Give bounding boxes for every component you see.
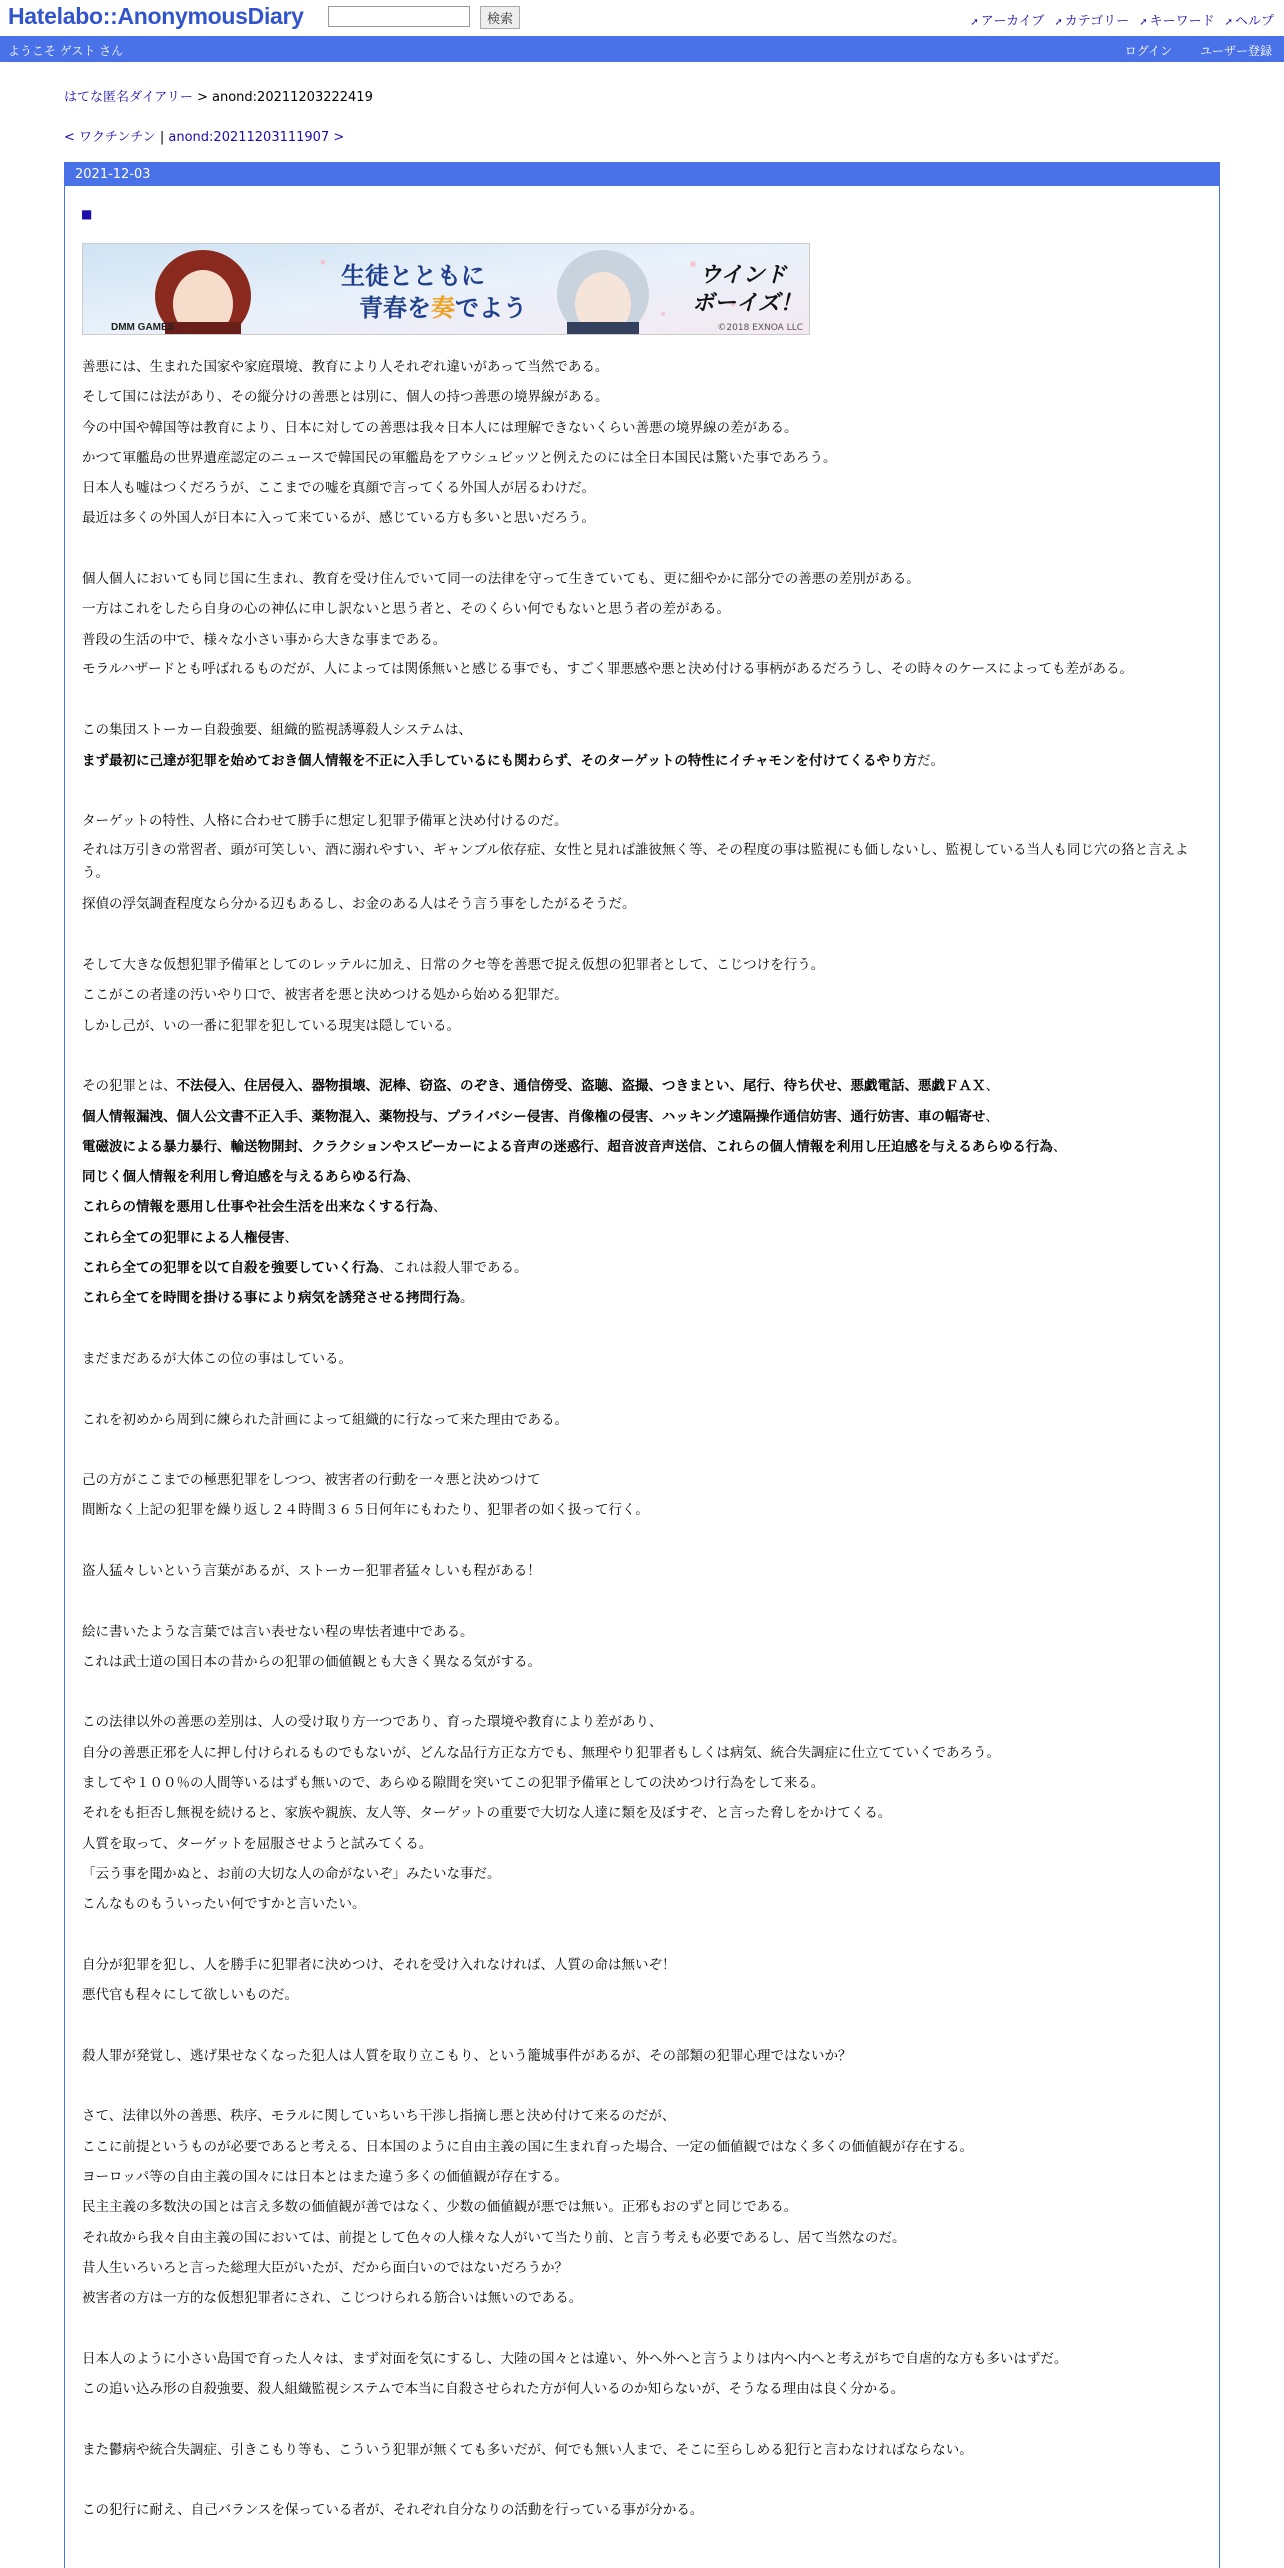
paragraph: 自分が犯罪を犯し、人を勝手に犯罪者に決めつけ、それを受け入れなければ、人質の命は無いぞ！ [82, 1956, 676, 1973]
day-nav-separator: | [155, 130, 169, 145]
breadcrumb-separator: > [192, 90, 213, 105]
punctuation: 、 [284, 1229, 298, 1246]
entry-date: 2021-12-03 [75, 167, 151, 182]
ad-headline-1: 生徒とともに [341, 262, 485, 290]
paragraph: これを初めから周到に練られた計画によって組織的に行なって来た理由である。 [82, 1411, 568, 1428]
emphasis: 不法侵入、住居侵入、器物損壊、泥棒、窃盗、のぞき、通信傍受、盗聴、盗撮、つきまとい、尾行、待ち伏せ、悪戯電話、悪戯ＦＡＸ [176, 1078, 986, 1095]
site-logo[interactable]: Hatelabo::AnonymousDiary [8, 3, 304, 29]
emphasis: 個人情報漏洩、個人公文書不正入手、薬物混入、薬物投与、プライバシー侵害、肖像権の侵害、ハッキング遠隔操作通信妨害、通行妨害、車の幅寄せ [82, 1108, 986, 1125]
paragraph: この追い込み形の自殺強要、殺人組織監視システムで本当に自殺させられた方が何人いるのか知らないが、そうなる理由は良く分かる。 [82, 2381, 905, 2397]
ad-headline-2c: でよう [455, 294, 527, 322]
nav-keyword[interactable] [1139, 10, 1214, 29]
nav-help-link[interactable]: ヘルプ [1234, 14, 1274, 29]
search-input[interactable] [328, 6, 470, 27]
paragraph: かつて軍艦島の世界遺産認定のニュースで韓国民の軍艦島をアウシュビッツと例えたのには全日本国民は驚いた事であろう。 [82, 449, 837, 466]
day-nav [64, 126, 344, 145]
paragraph: この法律以外の善悪の差別は、人の受け取り方一つであり、育った環境や教育により差があり、 [82, 1714, 663, 1731]
paragraph: モラルハザードとも呼ばれるものだが、人によっては関係無いと感じる事でも、すごく罪悪感や悪と決め付ける事柄があるだろうし、その時々のケースによっても差がある。 [82, 660, 1133, 677]
emphasis: これら全ての犯罪による人権侵害 [82, 1229, 285, 1246]
paragraph: 間断なく上記の犯罪を繰り返し２４時間３６５日何年にもわたり、犯罪者の如く扱って行く。 [82, 1502, 649, 1519]
punctuation: 、 [985, 1078, 1000, 1095]
paragraph [82, 1071, 1208, 1101]
ad-headline-2a: 青春を [359, 294, 431, 322]
paragraph [82, 746, 1208, 776]
paragraph [82, 1223, 1208, 1253]
emphasis: これらの情報を悪用し仕事や社会生活を出来なくする行為 [82, 1199, 433, 1216]
paragraph: 一方はこれをしたら自身の心の神仏に申し訳ないと思う者と、そのくらい何でもないと思う者の差がある。 [82, 601, 730, 618]
punctuation: 、 [985, 1108, 999, 1125]
arrow-icon: ➚ [970, 17, 979, 28]
nav-category[interactable] [1054, 10, 1129, 29]
paragraph: 人質を取って、ターゲットを屈服させようと試みてくる。 [82, 1835, 433, 1852]
punctuation: 。 [460, 1290, 474, 1307]
paragraph: 絵に書いたような言葉では言い表せない程の卑怯者連中である。 [82, 1623, 474, 1640]
ad-headline-2b: 奏 [431, 294, 455, 322]
search-button[interactable]: 検索 [480, 6, 520, 29]
prev-entry-link[interactable]: < ワクチンチン [64, 130, 156, 145]
paragraph-tail: だ。 [916, 752, 944, 769]
paragraph [82, 1162, 1208, 1192]
nav-archive-link[interactable]: アーカイブ [980, 14, 1045, 29]
paragraph: さて、法律以外の善悪、秩序、モラルに関していちいち干渉し指摘し悪と決め付けて来るのだが、 [82, 2108, 676, 2125]
ad-title-top: ウインド [699, 263, 787, 288]
paragraph: 最近は多くの外国人が日本に入って来ているが、感じている方も多いと思いだろう。 [82, 510, 595, 527]
top-nav [960, 10, 1274, 29]
arrow-icon: ➚ [1054, 17, 1063, 28]
paragraph: 被害者の方は一方的な仮想犯罪者にされ、こじつけられる筋合いは無いのである。 [82, 2290, 583, 2307]
emphasis: これら全てを時間を掛ける事により病気を誘発させる拷問行為 [82, 1290, 460, 1307]
arrow-icon: ➚ [1139, 17, 1148, 28]
paragraph: こんなものもういったい何ですかと言いたい。 [82, 1896, 366, 1913]
paragraph: それ故から我々自由主義の国においては、前提として色々の人様々な人がいて当たり前、と言う考えも必要であるし、居て当然なのだ。 [82, 2229, 906, 2246]
user-links [1101, 42, 1272, 59]
paragraph-head: その犯罪とは、 [82, 1078, 177, 1095]
paragraph: 昔人生いろいろと言った総理大臣がいたが、だから面白いのではないだろうか？ [82, 2259, 568, 2276]
paragraph: 日本人も嘘はつくだろうが、ここまでの嘘を真顔で言ってくる外国人が居るわけだ。 [82, 480, 595, 497]
paragraph [82, 1283, 1208, 1313]
paragraph: それをも拒否し無視を続けると、家族や親族、友人等、ターゲットの重要で大切な人達に類を及ぼすぞ、と言った脅しをかけてくる。 [82, 1805, 892, 1822]
nav-category-link[interactable]: カテゴリー [1064, 14, 1130, 29]
paragraph: そして大きな仮想犯罪予備軍としてのレッテルに加え、日常のクセ等を善悪で捉え仮想の犯罪者として、こじつけを行う。 [82, 957, 825, 974]
register-link[interactable]: ユーザー登録 [1199, 44, 1272, 58]
next-entry-link[interactable]: anond:20211203111907 > [168, 130, 345, 145]
top-header [0, 0, 1284, 36]
paragraph: また鬱病や統合失調症、引きこもり等も、こういう犯罪が無くても多いだが、何でも無い人まで、そこに至らしめる犯行と言わなければならない。 [82, 2441, 973, 2458]
paragraph: まだまだあるが大体この位の事はしている。 [82, 1350, 352, 1367]
ad-banner-art [83, 244, 809, 334]
paragraph: 今の中国や韓国等は教育により、日本に対しての善悪は我々日本人には理解できないくらい善悪の境界線の差がある。 [82, 419, 798, 436]
breadcrumb [64, 86, 373, 105]
breadcrumb-current: anond:20211203222419 [212, 90, 373, 105]
punctuation: 、 [406, 1169, 420, 1186]
paragraph: しかし己が、いの一番に犯罪を犯している現実は隠している。 [82, 1017, 460, 1034]
paragraph [82, 1102, 1208, 1132]
paragraph: ましてや１００％の人間等いるはずも無いので、あらゆる隙間を突いてこの犯罪予備軍としての決めつけ行為をして来る。 [82, 1775, 825, 1792]
diary-day [64, 162, 1220, 2568]
ad-banner[interactable] [82, 243, 810, 335]
paragraph-tail: 、これは殺人罪である。 [379, 1260, 528, 1277]
breadcrumb-root-link[interactable]: はてな匿名ダイアリー [64, 90, 193, 105]
paragraph: 普段の生活の中で、様々な小さい事から大きな事まである。 [82, 631, 447, 648]
paragraph: 民主主義の多数決の国とは言え多数の価値観が善ではなく、少数の価値観が悪では無い。正邪もおのずと同じである。 [82, 2199, 798, 2216]
paragraph: それは万引きの常習者、頭が可笑しい、酒に溺れやすい、ギャンブル依存症、女性と見れば誰彼無く等、その程度の事は監視にも価しないし、監視している当人も同じ穴の狢と言えよう。 [82, 842, 1189, 882]
ad-title-bottom: ボーイズ！ [692, 291, 802, 316]
paragraph: これは武士道の国日本の昔からの犯罪の価値観とも大きく異なる気がする。 [82, 1653, 541, 1670]
user-bar [0, 36, 1284, 62]
paragraph: 自分の善悪正邪を人に押し付けられるものでもないが、どんな品行方正な方でも、無理やり犯罪者もしくは病気、統合失調症に仕立てていくであろう。 [82, 1744, 1000, 1761]
emphasis: これら全ての犯罪を以て自殺を強要していく行為 [82, 1260, 379, 1277]
punctuation: 、 [433, 1199, 447, 1216]
paragraph: ここに前提というものが必要であると考える、日本国のように自由主義の国に生まれ育った場合、一定の価値観ではなく多くの価値観が存在する。 [82, 2138, 973, 2155]
paragraph: ターゲットの特性、人格に合わせて勝手に想定し犯罪予備軍と決め付けるのだ。 [82, 813, 568, 830]
paragraph: 盗人猛々しいという言葉があるが、ストーカー犯罪者猛々しいも程がある！ [82, 1562, 541, 1579]
paragraph: 探偵の浮気調査程度なら分かる辺もあるし、お金のある人はそう言う事をしたがるそうだ。 [82, 896, 636, 913]
paragraph [82, 1192, 1208, 1222]
paragraph: 日本人のように小さい島国で育った人々は、まず対面を気にするし、大陸の国々とは違い、外へ外へと言うよりは内へ内へと考えがちで自虐的な方も多いはずだ。 [82, 2350, 1068, 2367]
paragraph: 悪代官も程々にして欲しいものだ。 [82, 1987, 298, 2004]
emphasis: 電磁波による暴力暴行、輸送物開封、クラクションやスピーカーによる音声の迷惑行、超音波音声送信、これらの個人情報を利用し圧迫感を与えるあらゆる行為 [82, 1138, 1053, 1155]
paragraph: 善悪には、生まれた国家や家庭環境、教育により人それぞれ違いがあって当然である。 [82, 359, 609, 375]
paragraph: 己の方がここまでの極悪犯罪をしつつ、被害者の行動を一々悪と決めつけて [82, 1472, 541, 1489]
paragraph: 個人個人においても同じ国に生まれ、教育を受け住んでいて同一の法律を守って生きていても、更に細やかに部分での善悪の差別がある。 [82, 571, 920, 588]
paragraph: そして国には法があり、その縦分けの善悪とは別に、個人の持つ善悪の境界線がある。 [82, 389, 609, 406]
paragraph: 殺人罪が発覚し、逃げ果せなくなった犯人は人質を取り立こもり、という籠城事件があるが、その部類の犯罪心理ではないか？ [82, 2047, 852, 2064]
welcome-text: ようこそ ゲスト さん [8, 44, 124, 58]
paragraph: ヨーロッパ等の自由主義の国々には日本とはまた違う多くの価値観が存在する。 [82, 2168, 568, 2185]
nav-keyword-link[interactable]: キーワード [1149, 14, 1215, 29]
emphasis: まず最初に己達が犯罪を始めておき個人情報を不正に入手しているにも関わらず、そのターゲットの特性にイチャモンを付けてくるやり方 [82, 752, 917, 769]
paragraph: ここがこの者達の汚いやり口で、被害者を悪と決めつける処から始める犯罪だ。 [82, 987, 568, 1004]
entry-body [82, 352, 1208, 2525]
nav-archive[interactable] [970, 10, 1044, 29]
emphasis: 同じく個人情報を利用し脅迫感を与えるあらゆる行為 [82, 1169, 406, 1186]
arrow-icon: ➚ [1224, 17, 1233, 28]
punctuation: 、 [1052, 1138, 1067, 1155]
ad-brand: DMM GAMES [111, 322, 175, 333]
paragraph [82, 1253, 1208, 1283]
login-link[interactable]: ログイン [1124, 44, 1173, 58]
ad-copyright: ©2018 EXNOA LLC [717, 323, 803, 333]
date-header [65, 163, 1219, 186]
entry-permalink-icon[interactable]: ■ [81, 207, 93, 221]
paragraph: この集団ストーカー自殺強要、組織的監視誘導殺人システムは、 [82, 722, 472, 739]
paragraph: 「云う事を聞かぬと、お前の大切な人の命がないぞ」みたいな事だ。 [82, 1865, 501, 1882]
ad-headline-2 [359, 294, 527, 322]
paragraph: この犯行に耐え、自己バランスを保っている者が、それぞれ自分なりの活動を行っている事が分かる。 [82, 2502, 704, 2519]
nav-help[interactable] [1225, 10, 1274, 29]
paragraph [82, 1132, 1208, 1162]
